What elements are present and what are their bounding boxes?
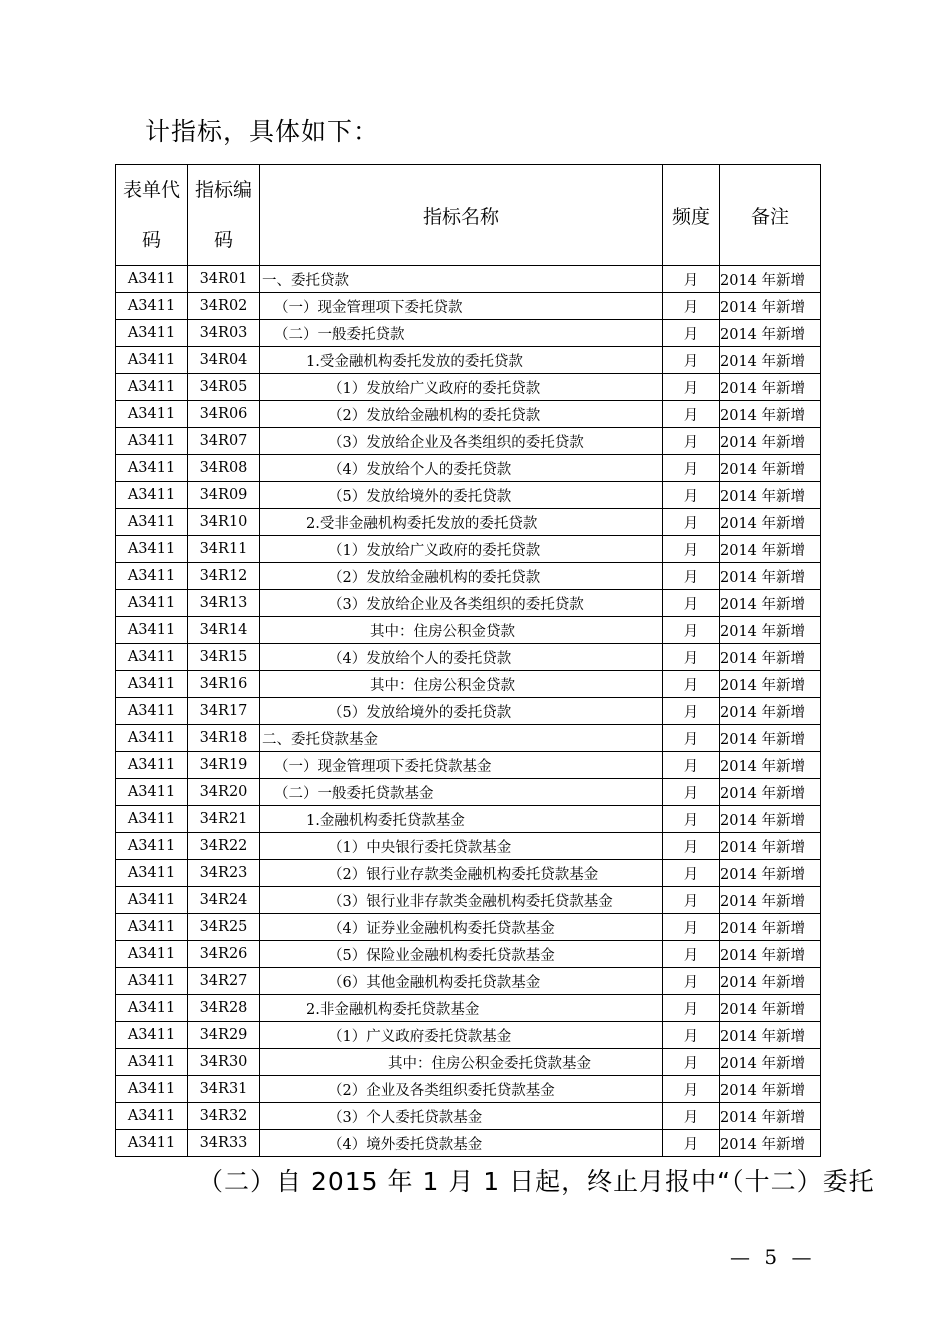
cell-form-code: A3411 — [116, 509, 188, 536]
table-row — [116, 347, 821, 374]
cell-frequency: 月 — [663, 779, 720, 806]
cell-form-code: A3411 — [116, 428, 188, 455]
page-number: — 5 — — [730, 1245, 816, 1269]
cell-indicator-name: 1.金融机构委托贷款基金 — [260, 806, 663, 833]
table-row — [116, 455, 821, 482]
table-row — [116, 833, 821, 860]
cell-frequency: 月 — [663, 995, 720, 1022]
cell-indicator-id: 34R18 — [188, 725, 260, 752]
cell-indicator-id: 34R23 — [188, 860, 260, 887]
cell-indicator-id: 34R06 — [188, 401, 260, 428]
cell-form-code: A3411 — [116, 698, 188, 725]
cell-indicator-name: （4）境外委托贷款基金 — [260, 1130, 663, 1157]
cell-indicator-id: 34R32 — [188, 1103, 260, 1130]
table-row — [116, 617, 821, 644]
cell-indicator-id: 34R16 — [188, 671, 260, 698]
cell-form-code: A3411 — [116, 671, 188, 698]
cell-form-code: A3411 — [116, 1076, 188, 1103]
cell-indicator-name: （二）一般委托贷款 — [260, 320, 663, 347]
cell-indicator-name: （3）银行业非存款类金融机构委托贷款基金 — [260, 887, 663, 914]
cell-note: 2014 年新增 — [720, 995, 821, 1022]
header-note: 备注 — [720, 165, 821, 266]
cell-indicator-id: 34R26 — [188, 941, 260, 968]
cell-indicator-name: 1.受金融机构委托发放的委托贷款 — [260, 347, 663, 374]
table-row — [116, 725, 821, 752]
cell-indicator-id: 34R21 — [188, 806, 260, 833]
cell-note: 2014 年新增 — [720, 482, 821, 509]
table-row — [116, 1130, 821, 1157]
cell-indicator-name: （1）广义政府委托贷款基金 — [260, 1022, 663, 1049]
cell-indicator-id: 34R14 — [188, 617, 260, 644]
cell-form-code: A3411 — [116, 860, 188, 887]
cell-form-code: A3411 — [116, 806, 188, 833]
cell-form-code: A3411 — [116, 941, 188, 968]
cell-indicator-id: 34R02 — [188, 293, 260, 320]
table-row — [116, 401, 821, 428]
cell-form-code: A3411 — [116, 887, 188, 914]
table-row — [116, 374, 821, 401]
header-indicator-id: 指标编 码 — [188, 165, 260, 266]
table-row — [116, 509, 821, 536]
cell-indicator-id: 34R09 — [188, 482, 260, 509]
cell-frequency: 月 — [663, 698, 720, 725]
cell-frequency: 月 — [663, 941, 720, 968]
cell-note: 2014 年新增 — [720, 1130, 821, 1157]
cell-indicator-name: （一）现金管理项下委托贷款 — [260, 293, 663, 320]
cell-frequency: 月 — [663, 914, 720, 941]
cell-indicator-name: （1）发放给广义政府的委托贷款 — [260, 536, 663, 563]
table-row — [116, 428, 821, 455]
cell-indicator-id: 34R04 — [188, 347, 260, 374]
cell-frequency: 月 — [663, 887, 720, 914]
cell-indicator-name: （1）发放给广义政府的委托贷款 — [260, 374, 663, 401]
cell-indicator-name: （6）其他金融机构委托贷款基金 — [260, 968, 663, 995]
table-body — [116, 266, 821, 1157]
cell-note: 2014 年新增 — [720, 428, 821, 455]
cell-form-code: A3411 — [116, 1130, 188, 1157]
cell-indicator-name: 一、委托贷款 — [260, 266, 663, 293]
cell-indicator-id: 34R08 — [188, 455, 260, 482]
cell-note: 2014 年新增 — [720, 806, 821, 833]
cell-note: 2014 年新增 — [720, 779, 821, 806]
table-row — [116, 644, 821, 671]
cell-form-code: A3411 — [116, 455, 188, 482]
cell-form-code: A3411 — [116, 563, 188, 590]
cell-form-code: A3411 — [116, 644, 188, 671]
cell-form-code: A3411 — [116, 617, 188, 644]
table-row — [116, 914, 821, 941]
cell-indicator-id: 34R03 — [188, 320, 260, 347]
cell-note: 2014 年新增 — [720, 1076, 821, 1103]
cell-note: 2014 年新增 — [720, 293, 821, 320]
table-row — [116, 320, 821, 347]
cell-frequency: 月 — [663, 1049, 720, 1076]
cell-frequency: 月 — [663, 536, 720, 563]
cell-indicator-id: 34R31 — [188, 1076, 260, 1103]
cell-note: 2014 年新增 — [720, 698, 821, 725]
cell-frequency: 月 — [663, 482, 720, 509]
cell-note: 2014 年新增 — [720, 590, 821, 617]
cell-note: 2014 年新增 — [720, 887, 821, 914]
cell-frequency: 月 — [663, 617, 720, 644]
cell-indicator-id: 34R15 — [188, 644, 260, 671]
cell-indicator-name: （2）发放给金融机构的委托贷款 — [260, 401, 663, 428]
table-row — [116, 671, 821, 698]
cell-indicator-id: 34R30 — [188, 1049, 260, 1076]
cell-frequency: 月 — [663, 1130, 720, 1157]
cell-indicator-name: （一）现金管理项下委托贷款基金 — [260, 752, 663, 779]
table-row — [116, 806, 821, 833]
cell-indicator-name: （二）一般委托贷款基金 — [260, 779, 663, 806]
indicator-table — [115, 164, 821, 1157]
cell-form-code: A3411 — [116, 833, 188, 860]
table-row — [116, 1103, 821, 1130]
cell-frequency: 月 — [663, 266, 720, 293]
cell-indicator-id: 34R33 — [188, 1130, 260, 1157]
cell-note: 2014 年新增 — [720, 617, 821, 644]
cell-indicator-id: 34R28 — [188, 995, 260, 1022]
cell-indicator-name: （1）中央银行委托贷款基金 — [260, 833, 663, 860]
cell-indicator-name: 二、委托贷款基金 — [260, 725, 663, 752]
cell-frequency: 月 — [663, 833, 720, 860]
cell-indicator-id: 34R24 — [188, 887, 260, 914]
table-header-row — [116, 165, 821, 266]
cell-indicator-name: 2.受非金融机构委托发放的委托贷款 — [260, 509, 663, 536]
cell-frequency: 月 — [663, 347, 720, 374]
cell-frequency: 月 — [663, 509, 720, 536]
cell-form-code: A3411 — [116, 914, 188, 941]
cell-note: 2014 年新增 — [720, 914, 821, 941]
cell-frequency: 月 — [663, 428, 720, 455]
cell-note: 2014 年新增 — [720, 725, 821, 752]
cell-indicator-name: （5）保险业金融机构委托贷款基金 — [260, 941, 663, 968]
table-row — [116, 1076, 821, 1103]
cell-frequency: 月 — [663, 860, 720, 887]
cell-form-code: A3411 — [116, 968, 188, 995]
table-row — [116, 1049, 821, 1076]
cell-note: 2014 年新增 — [720, 752, 821, 779]
cell-frequency: 月 — [663, 401, 720, 428]
cell-note: 2014 年新增 — [720, 401, 821, 428]
cell-indicator-name: （3）发放给企业及各类组织的委托贷款 — [260, 590, 663, 617]
cell-indicator-name: （5）发放给境外的委托贷款 — [260, 482, 663, 509]
cell-indicator-name: 其中：住房公积金贷款 — [260, 671, 663, 698]
cell-indicator-name: 其中：住房公积金贷款 — [260, 617, 663, 644]
cell-indicator-id: 34R13 — [188, 590, 260, 617]
cell-frequency: 月 — [663, 1076, 720, 1103]
table-row — [116, 698, 821, 725]
cell-indicator-id: 34R05 — [188, 374, 260, 401]
header-form-code: 表单代 码 — [116, 165, 188, 266]
cell-form-code: A3411 — [116, 401, 188, 428]
cell-form-code: A3411 — [116, 995, 188, 1022]
cell-frequency: 月 — [663, 374, 720, 401]
cell-indicator-name: （2）银行业存款类金融机构委托贷款基金 — [260, 860, 663, 887]
table-row — [116, 1022, 821, 1049]
cell-note: 2014 年新增 — [720, 833, 821, 860]
table-row — [116, 752, 821, 779]
cell-indicator-id: 34R22 — [188, 833, 260, 860]
cell-frequency: 月 — [663, 806, 720, 833]
cell-form-code: A3411 — [116, 1049, 188, 1076]
cell-indicator-id: 34R19 — [188, 752, 260, 779]
cell-frequency: 月 — [663, 455, 720, 482]
cell-note: 2014 年新增 — [720, 347, 821, 374]
table-row — [116, 536, 821, 563]
cell-indicator-name: 其中：住房公积金委托贷款基金 — [260, 1049, 663, 1076]
table-row — [116, 995, 821, 1022]
cell-indicator-name: 2.非金融机构委托贷款基金 — [260, 995, 663, 1022]
cell-note: 2014 年新增 — [720, 860, 821, 887]
cell-note: 2014 年新增 — [720, 320, 821, 347]
cell-note: 2014 年新增 — [720, 266, 821, 293]
cell-form-code: A3411 — [116, 725, 188, 752]
cell-frequency: 月 — [663, 968, 720, 995]
cell-indicator-name: （2）发放给金融机构的委托贷款 — [260, 563, 663, 590]
intro-paragraph: 计指标，具体如下： — [145, 117, 380, 146]
cell-indicator-id: 34R20 — [188, 779, 260, 806]
cell-frequency: 月 — [663, 293, 720, 320]
cell-frequency: 月 — [663, 725, 720, 752]
header-frequency: 频度 — [663, 165, 720, 266]
cell-form-code: A3411 — [116, 1103, 188, 1130]
cell-form-code: A3411 — [116, 293, 188, 320]
cell-form-code: A3411 — [116, 374, 188, 401]
cell-note: 2014 年新增 — [720, 455, 821, 482]
table-row — [116, 968, 821, 995]
cell-note: 2014 年新增 — [720, 536, 821, 563]
cell-form-code: A3411 — [116, 779, 188, 806]
cell-form-code: A3411 — [116, 347, 188, 374]
table-row — [116, 941, 821, 968]
table-row — [116, 590, 821, 617]
cell-indicator-id: 34R11 — [188, 536, 260, 563]
cell-indicator-id: 34R25 — [188, 914, 260, 941]
cell-note: 2014 年新增 — [720, 1022, 821, 1049]
cell-indicator-id: 34R10 — [188, 509, 260, 536]
table-row — [116, 563, 821, 590]
cell-note: 2014 年新增 — [720, 968, 821, 995]
cell-form-code: A3411 — [116, 320, 188, 347]
table-row — [116, 482, 821, 509]
cell-note: 2014 年新增 — [720, 509, 821, 536]
cell-note: 2014 年新增 — [720, 671, 821, 698]
cell-indicator-name: （2）企业及各类组织委托贷款基金 — [260, 1076, 663, 1103]
cell-indicator-id: 34R29 — [188, 1022, 260, 1049]
cell-frequency: 月 — [663, 1022, 720, 1049]
cell-note: 2014 年新增 — [720, 644, 821, 671]
cell-indicator-name: （4）发放给个人的委托贷款 — [260, 455, 663, 482]
cell-indicator-id: 34R12 — [188, 563, 260, 590]
cell-indicator-name: （3）发放给企业及各类组织的委托贷款 — [260, 428, 663, 455]
cell-form-code: A3411 — [116, 266, 188, 293]
cell-frequency: 月 — [663, 671, 720, 698]
cell-indicator-name: （4）发放给个人的委托贷款 — [260, 644, 663, 671]
table-row — [116, 860, 821, 887]
cell-indicator-id: 34R27 — [188, 968, 260, 995]
cell-frequency: 月 — [663, 644, 720, 671]
cell-frequency: 月 — [663, 563, 720, 590]
header-indicator-name: 指标名称 — [260, 165, 663, 266]
cell-form-code: A3411 — [116, 536, 188, 563]
cell-indicator-id: 34R01 — [188, 266, 260, 293]
cell-note: 2014 年新增 — [720, 563, 821, 590]
table-row — [116, 779, 821, 806]
cell-indicator-id: 34R17 — [188, 698, 260, 725]
cell-frequency: 月 — [663, 752, 720, 779]
cell-indicator-id: 34R07 — [188, 428, 260, 455]
cell-form-code: A3411 — [116, 752, 188, 779]
table-row — [116, 266, 821, 293]
cell-note: 2014 年新增 — [720, 1049, 821, 1076]
cell-form-code: A3411 — [116, 1022, 188, 1049]
cell-frequency: 月 — [663, 320, 720, 347]
cell-note: 2014 年新增 — [720, 1103, 821, 1130]
cell-note: 2014 年新增 — [720, 941, 821, 968]
table-row — [116, 293, 821, 320]
cell-form-code: A3411 — [116, 590, 188, 617]
cell-indicator-name: （4）证券业金融机构委托贷款基金 — [260, 914, 663, 941]
outro-paragraph: （二）自 2015 年 1 月 1 日起，终止月报中“（十二）委托 — [198, 1167, 875, 1196]
cell-indicator-name: （5）发放给境外的委托贷款 — [260, 698, 663, 725]
cell-frequency: 月 — [663, 1103, 720, 1130]
table-row — [116, 887, 821, 914]
cell-frequency: 月 — [663, 590, 720, 617]
cell-note: 2014 年新增 — [720, 374, 821, 401]
cell-form-code: A3411 — [116, 482, 188, 509]
cell-indicator-name: （3）个人委托贷款基金 — [260, 1103, 663, 1130]
